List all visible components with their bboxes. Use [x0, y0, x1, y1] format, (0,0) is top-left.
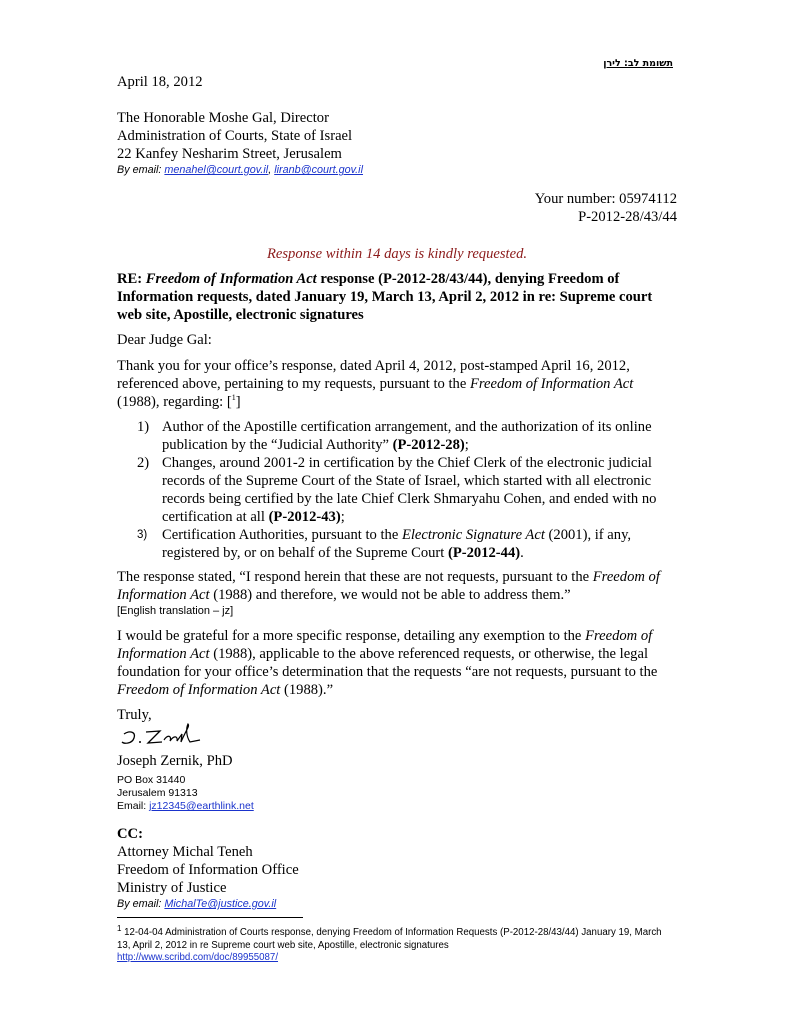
list-item-text: ;: [340, 509, 345, 525]
subject-rest: response (P-2012-28/43/44), denying Freedom of Information requests, dated January 19, March 13, April 2, 2012 in re: Supreme court web site, Apostille, electronic signatures: [117, 271, 653, 323]
list-item: [117, 418, 677, 454]
list-item-text: Changes, around 2001-2 in certification by the Chief Clerk of the electronic judicial records of the Supreme Court of the State of Israel, which started with all electronic records being certified by the late Chief Clerk Shmaryahu Cohen, and ended with no certification at all: [162, 455, 657, 525]
signer-name: Joseph Zernik, PhD: [117, 753, 233, 769]
paragraph-text: (1988) and therefore, we would not be able to address them.”: [209, 587, 571, 603]
request-list: [117, 418, 677, 562]
paragraph-text: The response stated, “I respond herein that these are not requests, pursuant to the: [117, 569, 593, 585]
paragraph-text: I would be grateful for a more specific response, detailing any exemption to the: [117, 628, 586, 644]
cc-line: Ministry of Justice: [117, 880, 227, 896]
cc-email-line: [117, 897, 299, 911]
cc-email-link[interactable]: MichalTe@justice.gov.il: [164, 898, 277, 910]
footnote-mark: 1: [117, 923, 122, 933]
paragraph-text: (1988), regarding: [: [117, 394, 232, 410]
email-prefix: By email:: [117, 898, 165, 910]
act-name: Freedom of Information Act: [117, 569, 660, 603]
list-item-text: Certification Authorities, pursuant to the: [162, 527, 402, 543]
hebrew-attention-note: תשומת לב: לירן: [603, 58, 673, 69]
footnote-reference[interactable]: 1: [231, 393, 236, 403]
your-number: Your number: 05974112: [534, 191, 677, 207]
closing: Truly,: [117, 707, 152, 723]
translation-note: [English translation – jz]: [117, 605, 234, 617]
list-item-number: 2): [137, 455, 150, 471]
subject-re: RE:: [117, 271, 146, 287]
signer-email-line: [117, 800, 254, 813]
list-item-number: 3): [137, 529, 148, 541]
list-item-text: .: [520, 545, 524, 561]
paragraph-text: ]: [235, 394, 241, 410]
cc-line: Freedom of Information Office: [117, 862, 299, 878]
subject-act: Freedom of Information Act: [145, 271, 317, 287]
email-link-menahel[interactable]: menahel@court.gov.il: [164, 164, 269, 176]
file-number: P-2012-28/43/44: [578, 209, 677, 225]
cc-line: Attorney Michal Teneh: [117, 844, 253, 860]
paragraph-text: Thank you for your office’s response, dated April 4, 2012, post-stamped April 16, 2012, referenced above, pertaining to my requests, pursuant to the: [117, 358, 630, 392]
list-item-ref: (P-2012-28): [392, 437, 465, 453]
signer-email-link[interactable]: jz12345@earthlink.net: [149, 800, 254, 812]
addressee-email-line: [117, 163, 363, 177]
list-item-ref: (P-2012-44): [447, 545, 521, 561]
paragraph-text: (1988), applicable to the above referenced requests, or otherwise, the legal foundation for your office’s determination that the requests “are not requests, pursuant to the: [117, 646, 658, 680]
act-name: Freedom of Information Act: [469, 376, 634, 392]
letter-date: April 18, 2012: [117, 74, 203, 90]
addressee-block: [117, 109, 363, 177]
paragraph-2: [117, 568, 677, 619]
footnote-text: 12-04-04 Administration of Courts response, denying Freedom of Information Requests (P-2012-28/43/44) January 19, March 13, April 2, 2012 in re Supreme court web site, Apostille, electronic signatures: [117, 927, 662, 951]
list-item-number: 1): [137, 419, 150, 435]
handwritten-signature: [120, 722, 206, 748]
paragraph-1: [117, 357, 677, 411]
subject-line: [117, 270, 677, 324]
list-item-ref: (P-2012-43): [268, 509, 341, 525]
signer-address: [117, 774, 254, 813]
list-item: [117, 454, 677, 526]
list-item-text: Author of the Apostille certification arrangement, and the authorization of its online publication by the “Judicial Authority”: [162, 419, 652, 453]
signer-po-box: PO Box 31440: [117, 774, 186, 786]
response-request-note: Response within 14 days is kindly requested.: [266, 246, 528, 262]
addressee-line: Administration of Courts, State of Israel: [117, 128, 353, 144]
act-name: Freedom of Information Act: [117, 628, 653, 662]
email-prefix: Email:: [117, 800, 150, 812]
paragraph-3: [117, 627, 677, 699]
act-name: Electronic Signature Act: [401, 527, 545, 543]
cc-block: [117, 843, 299, 911]
addressee-line: 22 Kanfey Nesharim Street, Jerusalem: [117, 146, 342, 162]
footnote: [117, 923, 677, 965]
cc-label: CC:: [117, 826, 143, 842]
salutation: Dear Judge Gal:: [117, 332, 212, 348]
signer-city: Jerusalem 91313: [117, 787, 198, 799]
list-item: [117, 526, 677, 562]
addressee-line: The Honorable Moshe Gal, Director: [117, 110, 329, 126]
footnote-url-link[interactable]: http://www.scribd.com/doc/89955087/: [117, 952, 279, 963]
list-item-text: ;: [464, 437, 469, 453]
footnote-rule: [117, 917, 303, 918]
list-item-text: (2001), if any, registered by, or on behalf of the Supreme Court: [162, 527, 632, 561]
paragraph-text: (1988).”: [280, 682, 334, 698]
email-prefix: By email:: [117, 164, 165, 176]
email-separator: ,: [268, 164, 275, 176]
email-link-liranb[interactable]: liranb@court.gov.il: [274, 164, 363, 176]
reference-block: [117, 190, 677, 226]
act-name: Freedom of Information Act: [117, 682, 281, 698]
